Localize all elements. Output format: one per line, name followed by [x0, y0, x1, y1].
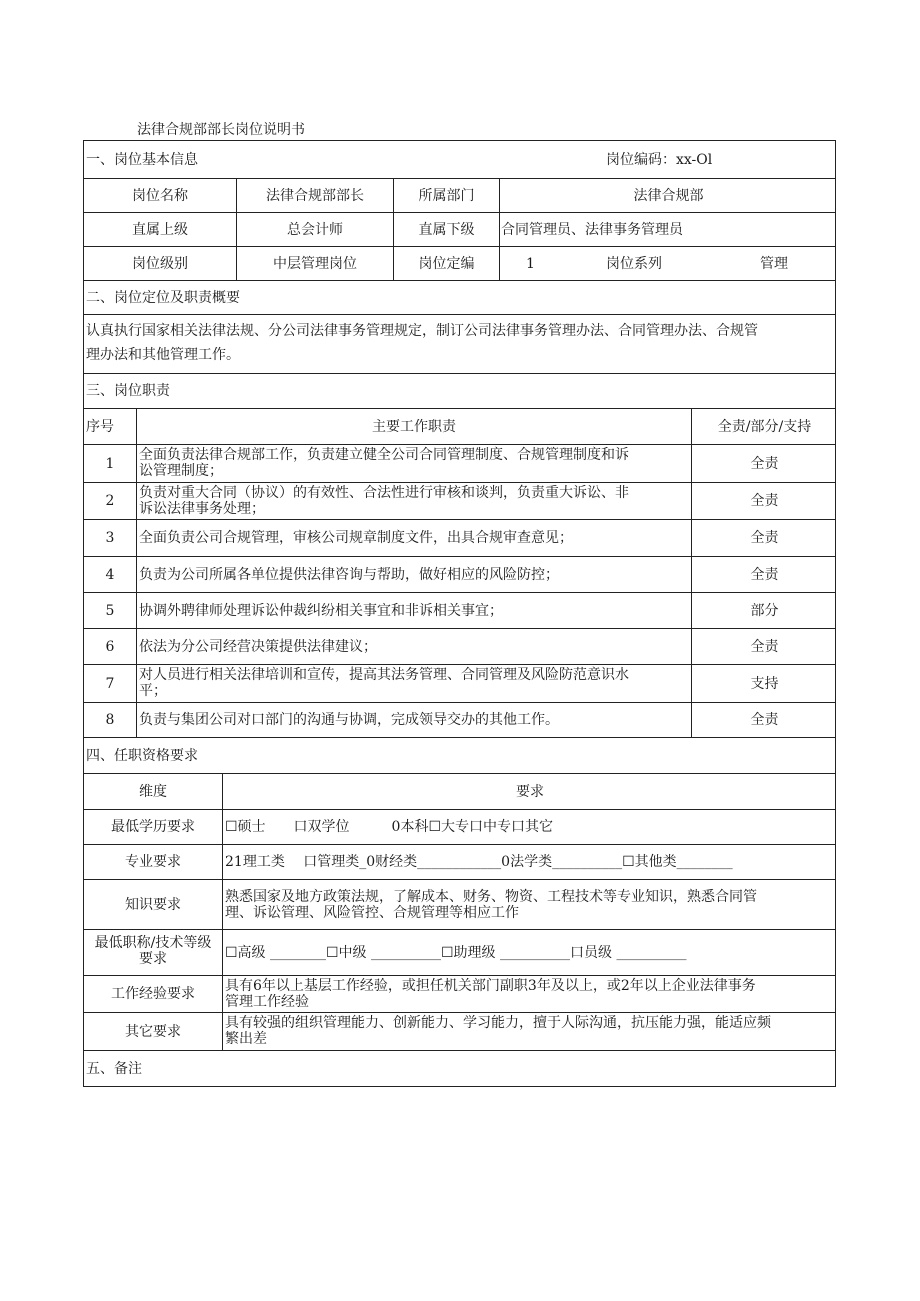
qualification-label: [84, 930, 222, 975]
duty-row: [83, 664, 836, 702]
field-value: 1: [499, 247, 579, 280]
qualification-row: [83, 1012, 836, 1050]
duty-text: 协调外聘律师处理诉讼仲裁纠纷相关事宜和非诉相关事宜；: [136, 593, 691, 628]
field-label: 所属部门: [393, 179, 499, 212]
section-positioning-row: [83, 280, 836, 314]
duty-no: 7: [105, 675, 115, 692]
duty-type: 全责: [691, 629, 837, 664]
duty-text: 全面负责公司合规管理，审核公司规章制度文件，出具合规审查意见；: [136, 520, 691, 556]
duty-type: 全责: [691, 445, 837, 482]
qualification-header-row: [83, 773, 836, 809]
duty-row: [83, 444, 836, 482]
info-row: [83, 178, 836, 212]
info-row: [83, 212, 836, 246]
duty-row: [83, 556, 836, 592]
qualification-value: ☐高级 ________☐中级 __________☐助理级 __________口员级 __________: [222, 930, 837, 975]
field-value: 法律合规部: [499, 179, 837, 212]
label-line: 要求: [139, 951, 167, 967]
duty-no: 4: [105, 566, 115, 583]
qualification-label: 知识要求: [125, 896, 181, 913]
duty-type: 全责: [691, 483, 837, 519]
section-remarks-row: [83, 1050, 836, 1087]
duty-type: 全责: [691, 703, 837, 737]
field-label: 岗位系列: [606, 255, 662, 272]
duty-row: [83, 592, 836, 628]
qualification-row: [83, 975, 836, 1012]
field-value: 中层管理岗位: [236, 247, 393, 280]
info-row: [83, 246, 836, 280]
duty-type: 全责: [691, 520, 837, 556]
section-duties-row: [83, 373, 836, 408]
duty-line: 平；: [139, 683, 167, 699]
qualification-value: [222, 1013, 837, 1050]
duty-text: [136, 665, 691, 702]
duty-row: [83, 702, 836, 737]
summary-row: [83, 314, 836, 373]
section-heading: 二、岗位定位及职责概要: [86, 289, 240, 306]
duty-no: 8: [105, 712, 115, 728]
field-label: 岗位级别: [132, 255, 188, 272]
document-title: 法律合规部部长岗位说明书: [137, 122, 305, 138]
duty-type: 支持: [691, 665, 837, 702]
duty-text: [136, 445, 691, 482]
value-line: 具有6年以上基层工作经验，或担任机关部门副职3年及以上，或2年以上企业法律事务: [225, 978, 756, 994]
qualification-row: [83, 879, 836, 929]
qualification-row: [83, 809, 836, 844]
duty-text: 负责与集团公司对口部门的沟通与协调，完成领导交办的其他工作。: [136, 703, 691, 737]
duty-line: 负责对重大合同（协议）的有效性、合法性进行审核和谈判，负责重大诉讼、非: [139, 485, 629, 501]
duty-line: 全面负责法律合规部工作，负责建立健全公司合同管理制度、合规管理制度和诉: [139, 447, 629, 463]
label-line: 最低职称/技术等级: [94, 935, 212, 951]
section-qualifications-row: [83, 737, 836, 773]
qualification-value: [222, 880, 837, 929]
qualification-value: [222, 976, 837, 1012]
header-no: 序号: [86, 418, 114, 435]
field-label: 岗位名称: [132, 187, 188, 204]
header-type: 全责/部分/支持: [691, 409, 837, 444]
duty-no: 5: [105, 602, 115, 619]
duty-type: 全责: [691, 557, 837, 592]
field-label: 直属上级: [132, 221, 188, 238]
field-label: 岗位定编: [393, 247, 499, 280]
section-basic-info-row: [83, 140, 836, 178]
duty-no: 1: [105, 455, 115, 472]
section-heading: 四、任职资格要求: [86, 747, 198, 764]
value-line: 熟悉国家及地方政策法规，了解成本、财务、物资、工程技术等专业知识，熟悉合同管: [225, 889, 757, 905]
duty-row: [83, 519, 836, 556]
summary-text: [84, 315, 837, 373]
duty-no: 3: [105, 530, 115, 546]
section-heading: 五、备注: [86, 1060, 142, 1077]
section-heading: 三、岗位职责: [86, 383, 170, 399]
qualification-value: ☐硕士 口双学位 0本科☐大专口中专口其它: [222, 810, 837, 844]
duty-line: 讼管理制度；: [139, 463, 223, 479]
duty-text: 负责为公司所属各单位提供法律咨询与帮助，做好相应的风险防控；: [136, 557, 691, 592]
qualification-label: 工作经验要求: [111, 986, 195, 1002]
value-line: 管理工作经验: [225, 994, 309, 1010]
duty-line: 诉讼法律事务处理；: [139, 501, 265, 517]
summary-line: 理办法和其他管理工作。: [86, 347, 240, 363]
qualification-value: 21理工类 口管理类_0财经类____________0法学类__________☐其他类________: [222, 845, 837, 879]
header-requirement: 要求: [222, 774, 837, 809]
duty-type: 部分: [691, 593, 837, 628]
qualification-label: 最低学历要求: [111, 819, 195, 835]
position-code: 岗位编码：xx-Ol: [606, 151, 713, 168]
qualification-label: 专业要求: [125, 854, 181, 870]
duty-row: [83, 482, 836, 519]
qualification-row: [83, 844, 836, 879]
duty-line: 对人员进行相关法律培训和宣传，提高其法务管理、合同管理及风险防范意识水: [139, 667, 629, 683]
field-value: 管理: [760, 255, 788, 272]
field-value: 法律合规部部长: [236, 179, 393, 212]
field-value: 总会计师: [236, 213, 393, 246]
field-value: 合同管理员、法律事务管理员: [499, 213, 837, 246]
duty-no: 2: [105, 493, 115, 509]
value-line: 繁出差: [225, 1031, 267, 1047]
header-dimension: 维度: [139, 783, 167, 800]
value-line: 具有较强的组织管理能力、创新能力、学习能力，擅于人际沟通，抗压能力强，能适应频: [225, 1015, 771, 1031]
header-duty: 主要工作职责: [136, 409, 691, 444]
duty-text: [136, 483, 691, 519]
section-heading: 一、岗位基本信息: [86, 151, 198, 168]
duty-no: 6: [105, 638, 115, 655]
duty-text: 依法为分公司经营决策提供法律建议；: [136, 629, 691, 664]
field-label: 直属下级: [393, 213, 499, 246]
value-line: 理、诉讼管理、风险管控、合规管理等相应工作: [225, 905, 519, 921]
duties-header-row: [83, 408, 836, 444]
job-description-table: [83, 140, 836, 1087]
duty-row: [83, 628, 836, 664]
qualification-label: 其它要求: [125, 1023, 181, 1040]
qualification-row: [83, 929, 836, 975]
summary-line: 认真执行国家相关法律法规、分公司法律事务管理规定，制订公司法律事务管理办法、合同管理办法、合规管: [86, 323, 758, 339]
